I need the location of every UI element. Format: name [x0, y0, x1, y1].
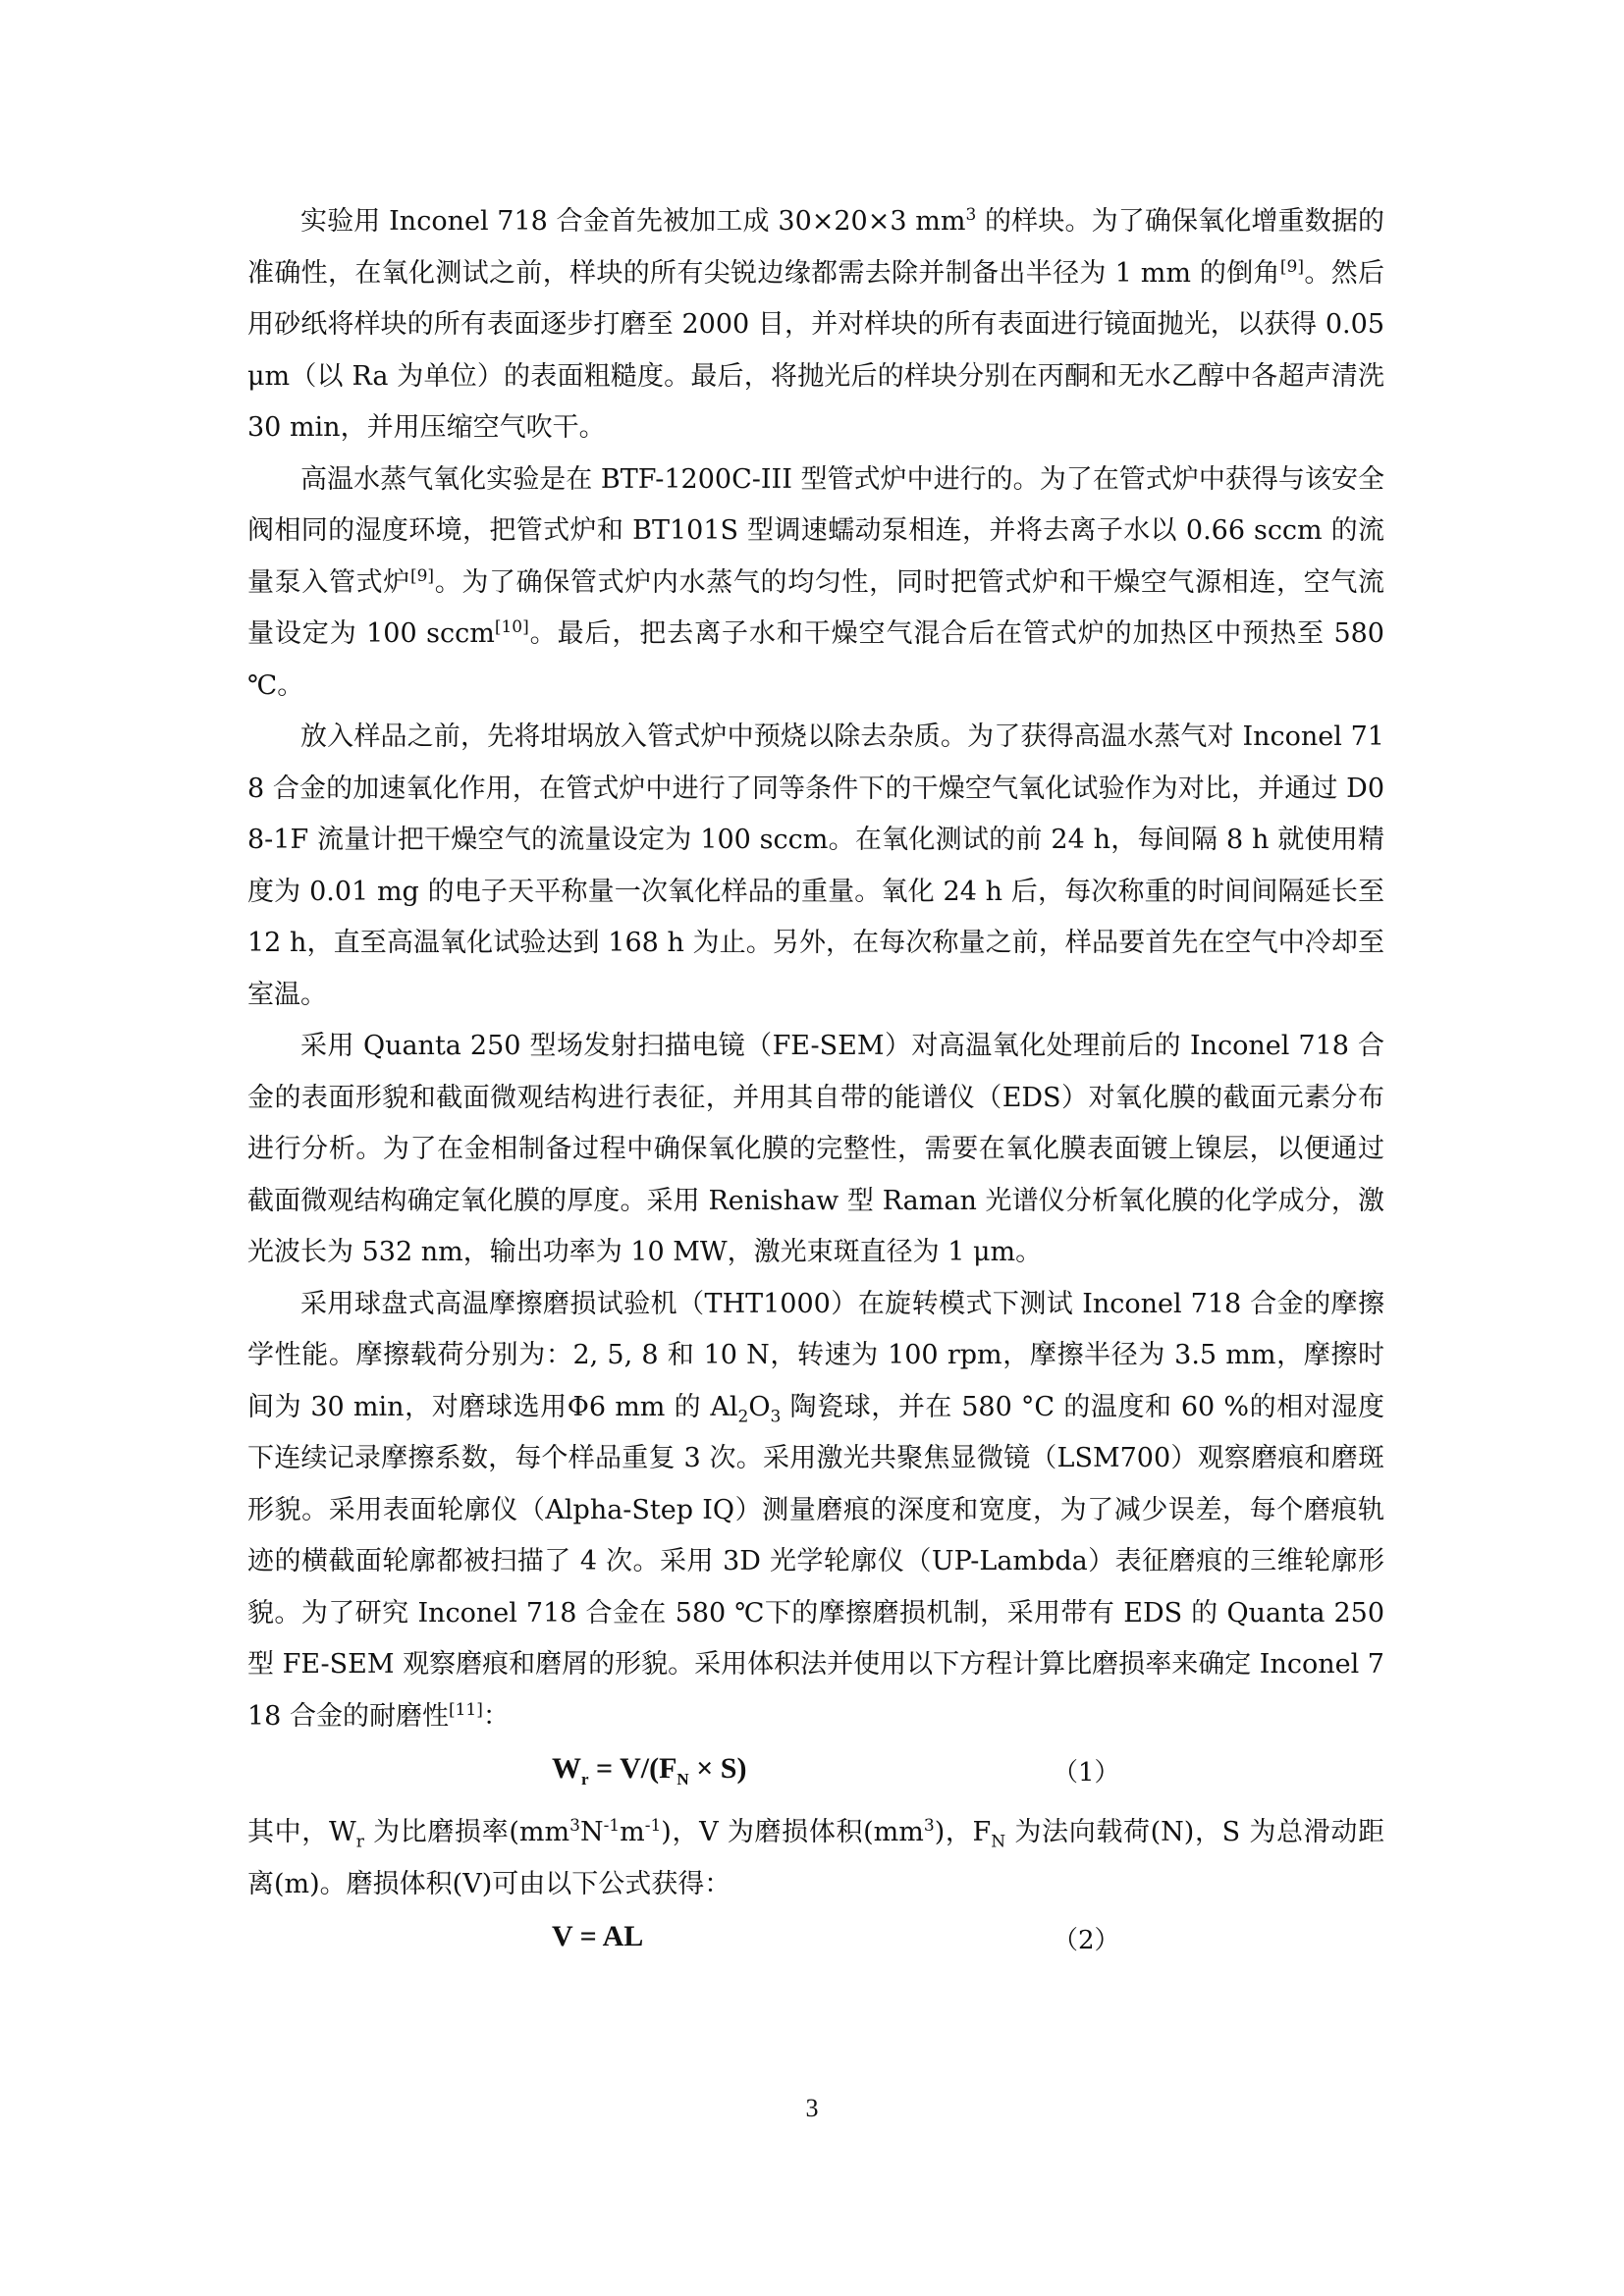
paragraph-characterization: 采用 Quanta 250 型场发射扫描电镜（FE-SEM）对高温氧化处理前后的 Inconel 718 合金的表面形貌和截面微观结构进行表征，并用其自带的能谱仪（EDS）对氧化膜的截面元素分布进行分析。为了在金相制备过程中确保氧化膜的完整性，需要在氧化膜表面镀上镍层，以便通过截面微观结构确定氧化膜的厚度。采用 Renishaw 型 Raman 光谱仪分析氧化膜的化学成分，激光波长为 532 nm，输出功率为 10 MW，激光束斑直径为 1 μm。	[247, 1031, 1384, 1267]
equation-2-number: （2）	[1053, 1926, 1120, 1955]
equation-1-formula	[552, 1752, 747, 1789]
text-run: 为比磨损率(mm	[363, 1817, 570, 1847]
superscript: -1	[644, 1816, 662, 1836]
text-run: ：	[482, 1700, 510, 1732]
superscript: 3	[569, 1816, 580, 1836]
text-run: × S)	[688, 1752, 747, 1785]
superscript: 3	[923, 1816, 935, 1836]
equation-1-number: （1）	[1053, 1758, 1120, 1788]
text-run: 的样块。为了确保氧化增重数据的准确性，在氧化测试之前，样块的所有尖锐边缘都需去除并制备出半径为 1 mm 的倒角	[247, 206, 1384, 289]
paragraph-dry-air-comparison: 放入样品之前，先将坩埚放入管式炉中预烧以除去杂质。为了获得高温水蒸气对 Inconel 718 合金的加速氧化作用，在管式炉中进行了同等条件下的干燥空气氧化试验作为对比，并通过 D08-1F 流量计把干燥空气的流量设定为 100 sccm。在氧化测试的前 24 h，每间隔 8 h 就使用精度为 0.01 mg 的电子天平称量一次氧化样品的重量。氧化 24 h 后，每次称重的时间间隔延长至 12 h，直至高温氧化试验达到 168 h 为止。另外，在每次称量之前，样品要首先在空气中冷却至室温。	[247, 721, 1384, 1010]
equation-2-formula: V = AL	[552, 1920, 644, 1952]
citation: [9]	[1279, 256, 1304, 277]
text-run: 高温水蒸气氧化实验是在 BTF-1200C-III 型管式炉中进行的。为了在管式炉中获得与该安全阀相同的湿度环境，把管式炉和 BT101S 型调速蠕动泵相连，并将去离子水以 0.66 sccm 的流量泵入管式炉	[247, 463, 1384, 598]
equation-1	[247, 1742, 1384, 1807]
paragraph-variable-definitions	[247, 1807, 1384, 1910]
text-run: O	[748, 1391, 771, 1422]
text-run: N	[579, 1817, 604, 1847]
paragraph-steam-oxidation	[247, 454, 1384, 713]
page-number: 3	[805, 2094, 819, 2122]
subscript: 2	[737, 1406, 749, 1426]
text-run: )，F	[934, 1817, 992, 1847]
text-run: 陶瓷球，并在 580 °C 的温度和 60 %的相对湿度下连续记录摩擦系数，每个样品重复 3 次。采用激光共聚焦显微镜（LSM700）观察磨痕和磨斑形貌。采用表面轮廓仪（Alpha-Step IQ）测量磨痕的深度和宽度，为了减少误差，每个磨痕轨迹的横截面轮廓都被扫描了 4 次。采用 3D 光学轮廓仪（UP-Lambda）表征磨痕的三维轮廓形貌。为了研究 Inconel 718 合金在 580 ℃下的摩擦磨损机制，采用带有 EDS 的 Quanta 250 型 FE-SEM 观察磨痕和磨屑的形貌。采用体积法并使用以下方程计算比磨损率来确定 Inconel 718 合金的耐磨性	[247, 1391, 1384, 1732]
subscript: N	[991, 1832, 1006, 1852]
equation-2	[247, 1910, 1384, 1975]
text-run: m	[620, 1817, 645, 1847]
text-run: = V/(F	[588, 1752, 677, 1785]
paragraph-tribology-test	[247, 1279, 1384, 1743]
text-run: 。为了确保管式炉内水蒸气的均匀性，同时把管式炉和干燥空气源相连，空气流量设定为 100 sccm	[247, 566, 1384, 649]
citation: [11]	[448, 1699, 483, 1720]
subscript: N	[677, 1770, 689, 1789]
subscript: 3	[770, 1406, 782, 1426]
superscript: 3	[965, 205, 977, 225]
paragraph-sample-preparation	[247, 196, 1384, 454]
text-run: 为法向载荷(N)，S 为总滑动距离(m)。磨损体积(V)可由以下公式获得：	[247, 1817, 1384, 1899]
text-run: )，V 为磨损体积(mm	[661, 1817, 924, 1847]
subscript: r	[581, 1770, 589, 1789]
subscript: r	[355, 1832, 364, 1852]
text-run: W	[552, 1752, 581, 1785]
text-run: 。最后，把去离子水和干燥空气混合后在管式炉的加热区中预热至 580 ℃。	[247, 618, 1384, 701]
text-run: 其中，W	[247, 1817, 356, 1847]
text-run: 实验用 Inconel 718 合金首先被加工成 30×20×3 mm	[300, 206, 966, 237]
citation: [10]	[494, 617, 529, 637]
body-text	[247, 196, 1384, 1975]
text-run: 。然后用砂纸将样块的所有表面逐步打磨至 2000 目，并对样块的所有表面进行镜面抛光，以获得 0.05 μm（以 Ra 为单位）的表面粗糙度。最后，将抛光后的样块分别在丙酮和无水乙醇中各超声清洗 30 min，并用压缩空气吹干。	[247, 257, 1384, 443]
text-run: 采用球盘式高温摩擦磨损试验机（THT1000）在旋转模式下测试 Inconel 718 合金的摩擦学性能。摩擦载荷分别为：2, 5, 8 和 10 N，转速为 100 rpm，摩擦半径为 3.5 mm，摩擦时间为 30 min，对磨球选用Φ6 mm 的 Al	[247, 1288, 1384, 1422]
citation: [9]	[409, 565, 435, 586]
superscript: -1	[603, 1816, 621, 1836]
